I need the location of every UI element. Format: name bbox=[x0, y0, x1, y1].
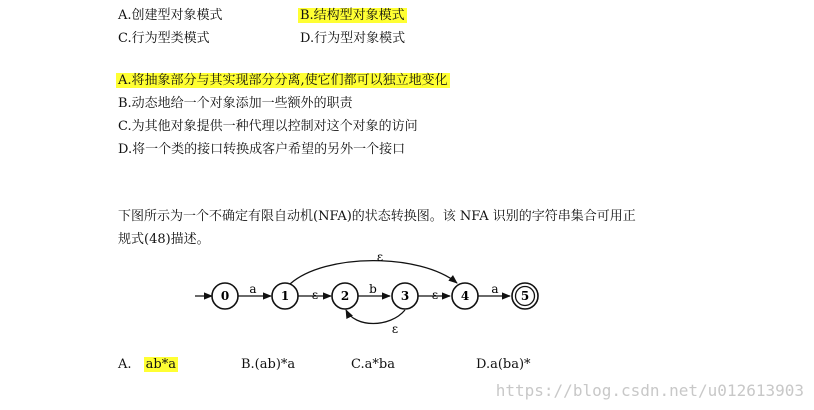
svg-text:0: 0 bbox=[220, 289, 230, 303]
label-0-1: a bbox=[249, 282, 257, 296]
q1-option-b-highlighted: B.结构型对象模式 bbox=[300, 8, 405, 23]
q2-option-c: C.为其他对象提供一种代理以控制对这个对象的访问 bbox=[118, 119, 418, 134]
q3-option-a bbox=[118, 356, 178, 374]
q1-option-a: A.创建型对象模式 bbox=[118, 8, 223, 23]
label-4-5: a bbox=[491, 282, 499, 296]
q3-option-d: D.a(ba)* bbox=[476, 357, 531, 372]
watermark: https://blog.csdn.net/u012613903 bbox=[495, 381, 804, 400]
label-1-2: ε bbox=[311, 288, 319, 302]
q3-option-a-prefix: A. bbox=[118, 357, 132, 372]
state-1 bbox=[272, 283, 298, 309]
svg-text:2: 2 bbox=[340, 289, 350, 303]
state-5-accept bbox=[512, 283, 538, 309]
label-2-3: b bbox=[369, 282, 377, 296]
svg-text:3: 3 bbox=[400, 289, 410, 303]
label-3-4: ε bbox=[431, 288, 439, 302]
q3-question-line1: 下图所示为一个不确定有限自动机(NFA)的状态转换图。该 NFA 识别的字符串集合可用正 bbox=[118, 209, 636, 224]
nfa-diagram bbox=[195, 248, 555, 338]
q2-option-d: D.将一个类的接口转换成客户希望的另外一个接口 bbox=[118, 142, 406, 157]
q1-option-d: D.行为型对象模式 bbox=[300, 31, 406, 46]
state-3 bbox=[392, 283, 418, 309]
svg-text:4: 4 bbox=[460, 289, 470, 303]
q2-option-b: B.动态地给一个对象添加一些额外的职责 bbox=[118, 96, 353, 111]
state-0 bbox=[212, 283, 238, 309]
state-2 bbox=[332, 283, 358, 309]
q1-option-c: C.行为型类模式 bbox=[118, 31, 210, 46]
svg-text:1: 1 bbox=[280, 289, 290, 303]
q2-option-a-highlighted: A.将抽象部分与其实现部分分离,使它们都可以独立地变化 bbox=[118, 73, 448, 88]
q3-option-a-value-highlighted: ab*a bbox=[145, 357, 176, 372]
state-4 bbox=[452, 283, 478, 309]
svg-text:5: 5 bbox=[520, 289, 530, 303]
q3-option-b: B.(ab)*a bbox=[241, 357, 296, 372]
label-3-2-bottom: ε bbox=[391, 322, 399, 336]
q3-option-c: C.a*ba bbox=[351, 357, 395, 372]
q3-question-line2: 规式(48)描述。 bbox=[118, 232, 210, 247]
label-1-4-top: ε bbox=[376, 250, 384, 264]
edge-1-4-epsilon bbox=[290, 261, 457, 284]
